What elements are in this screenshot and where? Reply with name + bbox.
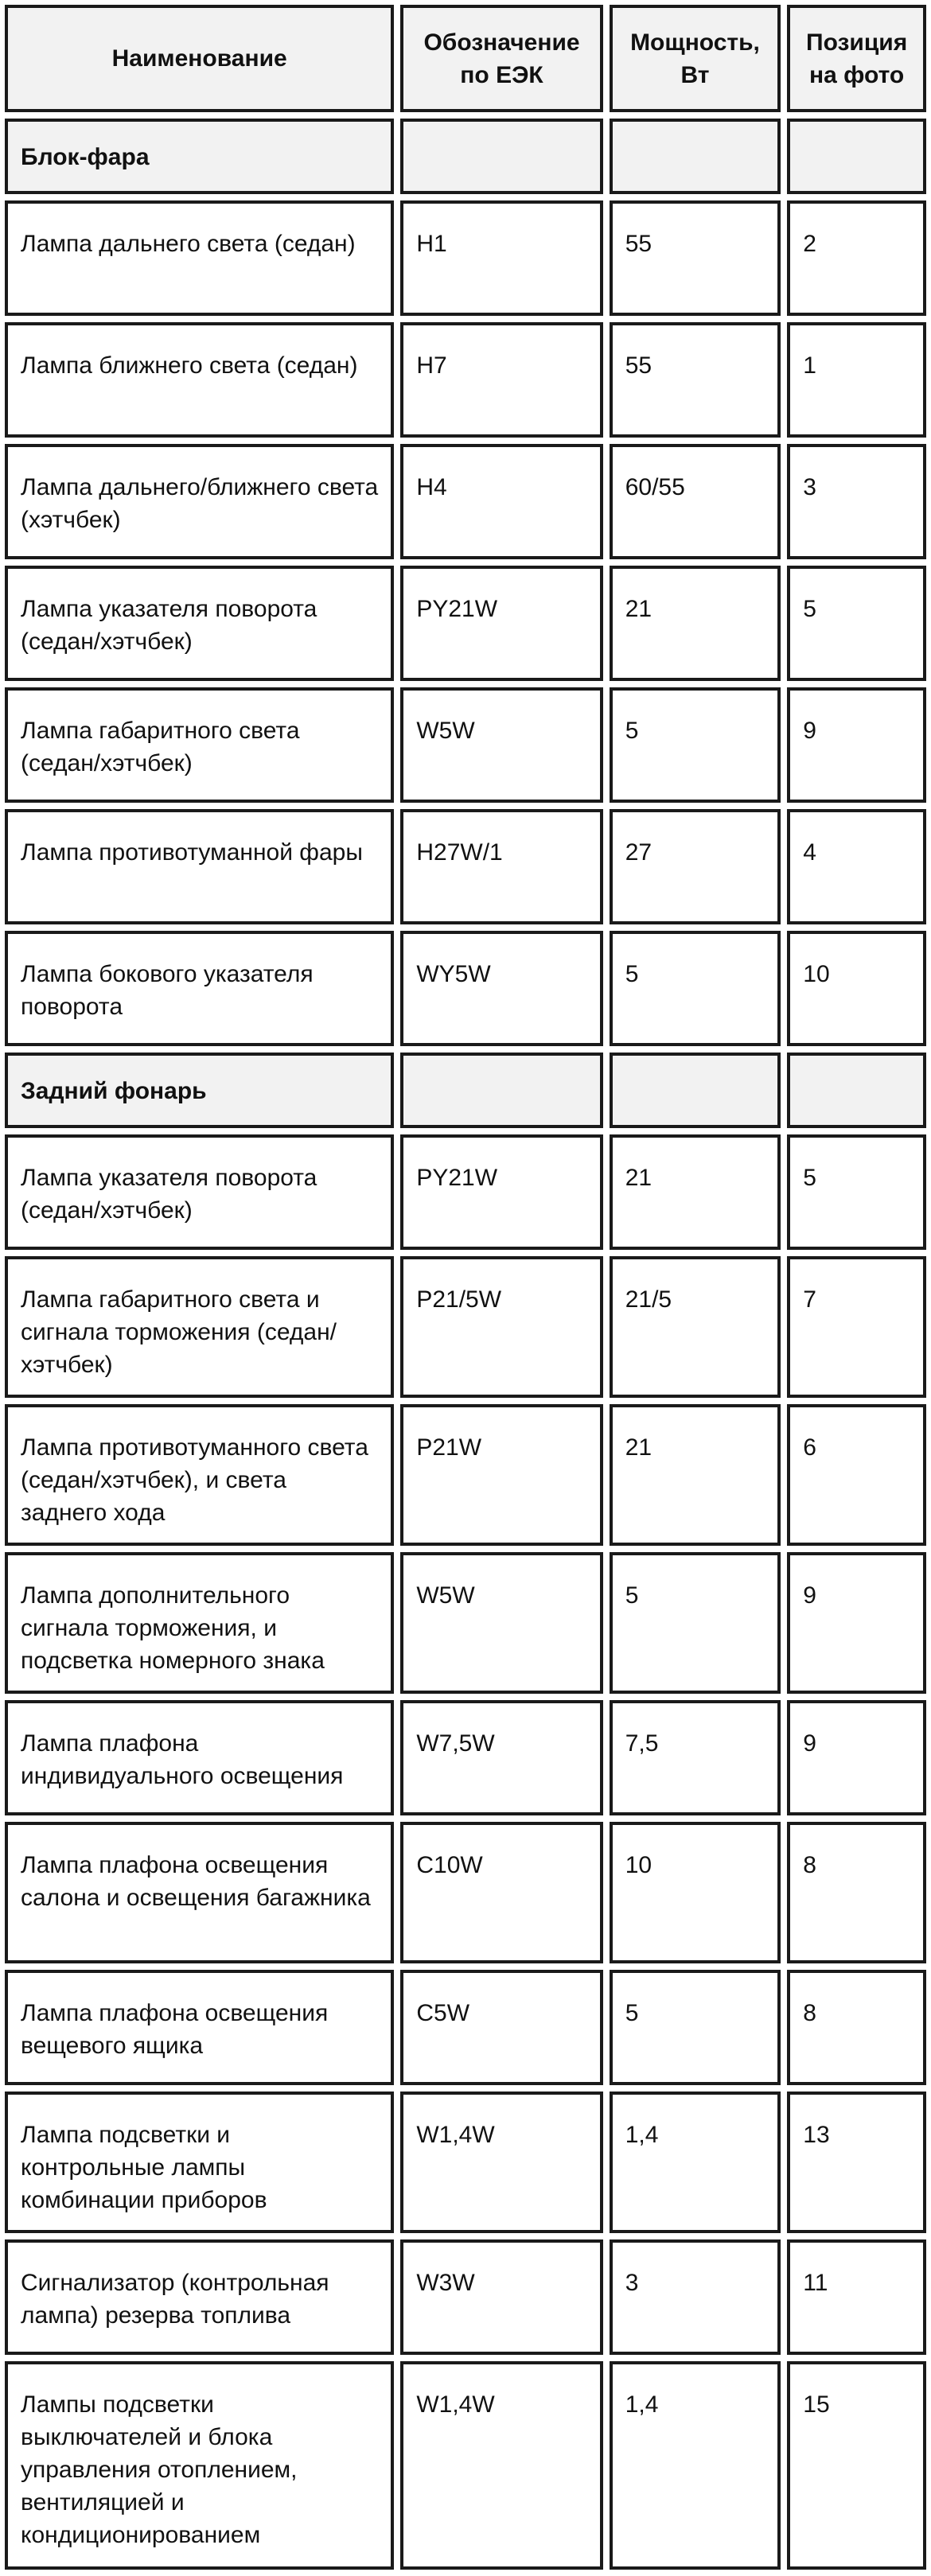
table-row xyxy=(5,1256,926,1398)
lamp-code: H4 xyxy=(400,444,602,559)
table-row xyxy=(5,1552,926,1694)
table-row xyxy=(5,566,926,681)
table-row xyxy=(5,2239,926,2355)
lamp-position: 8 xyxy=(787,1970,926,2085)
lamp-power: 55 xyxy=(610,200,781,316)
lamp-code: P21W xyxy=(400,1404,602,1546)
lamp-power: 21 xyxy=(610,1404,781,1546)
lamp-name: Лампа указателя поворота (седан/хэтчбек) xyxy=(5,1134,394,1250)
lamp-position: 10 xyxy=(787,931,926,1046)
lamp-power: 5 xyxy=(610,1552,781,1694)
lamp-name: Сигнализатор (контрольная лампа) резерва топлива xyxy=(5,2239,394,2355)
lamp-position: 15 xyxy=(787,2361,926,2570)
lamp-power: 1,4 xyxy=(610,2092,781,2233)
section-empty-cell xyxy=(787,119,926,194)
lamp-position: 5 xyxy=(787,566,926,681)
lamp-position: 6 xyxy=(787,1404,926,1546)
lamp-code: P21/5W xyxy=(400,1256,602,1398)
lamp-code: W7,5W xyxy=(400,1700,602,1815)
table-row xyxy=(5,1970,926,2085)
lamp-power: 3 xyxy=(610,2239,781,2355)
lamp-position: 5 xyxy=(787,1134,926,1250)
lamp-power: 10 xyxy=(610,1822,781,1963)
lamp-power: 21 xyxy=(610,566,781,681)
table-row xyxy=(5,687,926,803)
lamp-position: 9 xyxy=(787,1552,926,1694)
table-row xyxy=(5,2092,926,2233)
lamp-name: Лампа плафона освещения вещевого ящика xyxy=(5,1970,394,2085)
lamp-position: 7 xyxy=(787,1256,926,1398)
lamp-name: Лампа плафона индивидуального освещения xyxy=(5,1700,394,1815)
lamp-position: 9 xyxy=(787,687,926,803)
lamp-position: 11 xyxy=(787,2239,926,2355)
lamp-power: 21 xyxy=(610,1134,781,1250)
table-row xyxy=(5,1404,926,1546)
lamp-name: Лампа ближнего света (седан) xyxy=(5,322,394,438)
lamp-power: 21/5 xyxy=(610,1256,781,1398)
table-row xyxy=(5,322,926,438)
header-row xyxy=(5,5,926,112)
lamp-name: Лампа подсветки и контрольные лампы комбинации приборов xyxy=(5,2092,394,2233)
table-row xyxy=(5,1822,926,1963)
lamp-code: PY21W xyxy=(400,1134,602,1250)
lamp-code: W1,4W xyxy=(400,2092,602,2233)
lamp-name: Лампа бокового указателя поворота xyxy=(5,931,394,1046)
lamp-name: Лампа габаритного света и сигнала торможения (седан/хэтчбек) xyxy=(5,1256,394,1398)
lamp-name: Лампа габаритного света (седан/хэтчбек) xyxy=(5,687,394,803)
lamp-name: Лампа противотуманной фары xyxy=(5,809,394,924)
section-empty-cell xyxy=(400,1053,602,1128)
lamp-code: W1,4W xyxy=(400,2361,602,2570)
lamp-code: H1 xyxy=(400,200,602,316)
section-empty-cell xyxy=(610,119,781,194)
section-title: Задний фонарь xyxy=(5,1053,394,1128)
lamp-name: Лампа противотуманного света (седан/хэтчбек), и света заднего хода xyxy=(5,1404,394,1546)
lamp-code: WY5W xyxy=(400,931,602,1046)
table-row xyxy=(5,931,926,1046)
lamp-name: Лампа дальнего света (седан) xyxy=(5,200,394,316)
table-row xyxy=(5,200,926,316)
table-row xyxy=(5,2361,926,2570)
lamp-name: Лампа указателя поворота (седан/хэтчбек) xyxy=(5,566,394,681)
section-row-headlight xyxy=(5,119,926,194)
lamp-code: W5W xyxy=(400,1552,602,1694)
header-code: Обозначение по ЕЭК xyxy=(400,5,602,112)
section-title: Блок-фара xyxy=(5,119,394,194)
lamp-power: 1,4 xyxy=(610,2361,781,2570)
header-name: Наименование xyxy=(5,5,394,112)
lamp-name: Лампы подсветки выключателей и блока управления отоплением, вентиляцией и кондиционированием xyxy=(5,2361,394,2570)
table-row xyxy=(5,1700,926,1815)
table-row xyxy=(5,1134,926,1250)
lamp-code: W5W xyxy=(400,687,602,803)
lamp-position: 2 xyxy=(787,200,926,316)
lamp-code: H7 xyxy=(400,322,602,438)
section-row-taillight xyxy=(5,1053,926,1128)
header-position: Позиция на фото xyxy=(787,5,926,112)
header-power: Мощность, Вт xyxy=(610,5,781,112)
table-body xyxy=(5,119,926,2570)
table-row xyxy=(5,444,926,559)
lamp-position: 13 xyxy=(787,2092,926,2233)
lamp-power: 60/55 xyxy=(610,444,781,559)
table-row xyxy=(5,809,926,924)
lamp-power: 7,5 xyxy=(610,1700,781,1815)
lamp-code: C10W xyxy=(400,1822,602,1963)
table-header xyxy=(5,5,926,112)
lamp-code: H27W/1 xyxy=(400,809,602,924)
lamp-power: 5 xyxy=(610,1970,781,2085)
lamp-power: 55 xyxy=(610,322,781,438)
lamp-code: W3W xyxy=(400,2239,602,2355)
lamp-name: Лампа дополнительного сигнала торможения, и подсветка номерного знака xyxy=(5,1552,394,1694)
section-empty-cell xyxy=(787,1053,926,1128)
lamp-position: 9 xyxy=(787,1700,926,1815)
lamp-position: 4 xyxy=(787,809,926,924)
lamp-power: 27 xyxy=(610,809,781,924)
lamp-position: 1 xyxy=(787,322,926,438)
lamp-power: 5 xyxy=(610,931,781,1046)
lamp-position: 8 xyxy=(787,1822,926,1963)
lamp-name: Лампа дальнего/ближнего света (хэтчбек) xyxy=(5,444,394,559)
section-empty-cell xyxy=(400,119,602,194)
lamp-position: 3 xyxy=(787,444,926,559)
lamp-power: 5 xyxy=(610,687,781,803)
lamp-code: C5W xyxy=(400,1970,602,2085)
lamp-code: PY21W xyxy=(400,566,602,681)
section-empty-cell xyxy=(610,1053,781,1128)
lamp-name: Лампа плафона освещения салона и освещения багажника xyxy=(5,1822,394,1963)
